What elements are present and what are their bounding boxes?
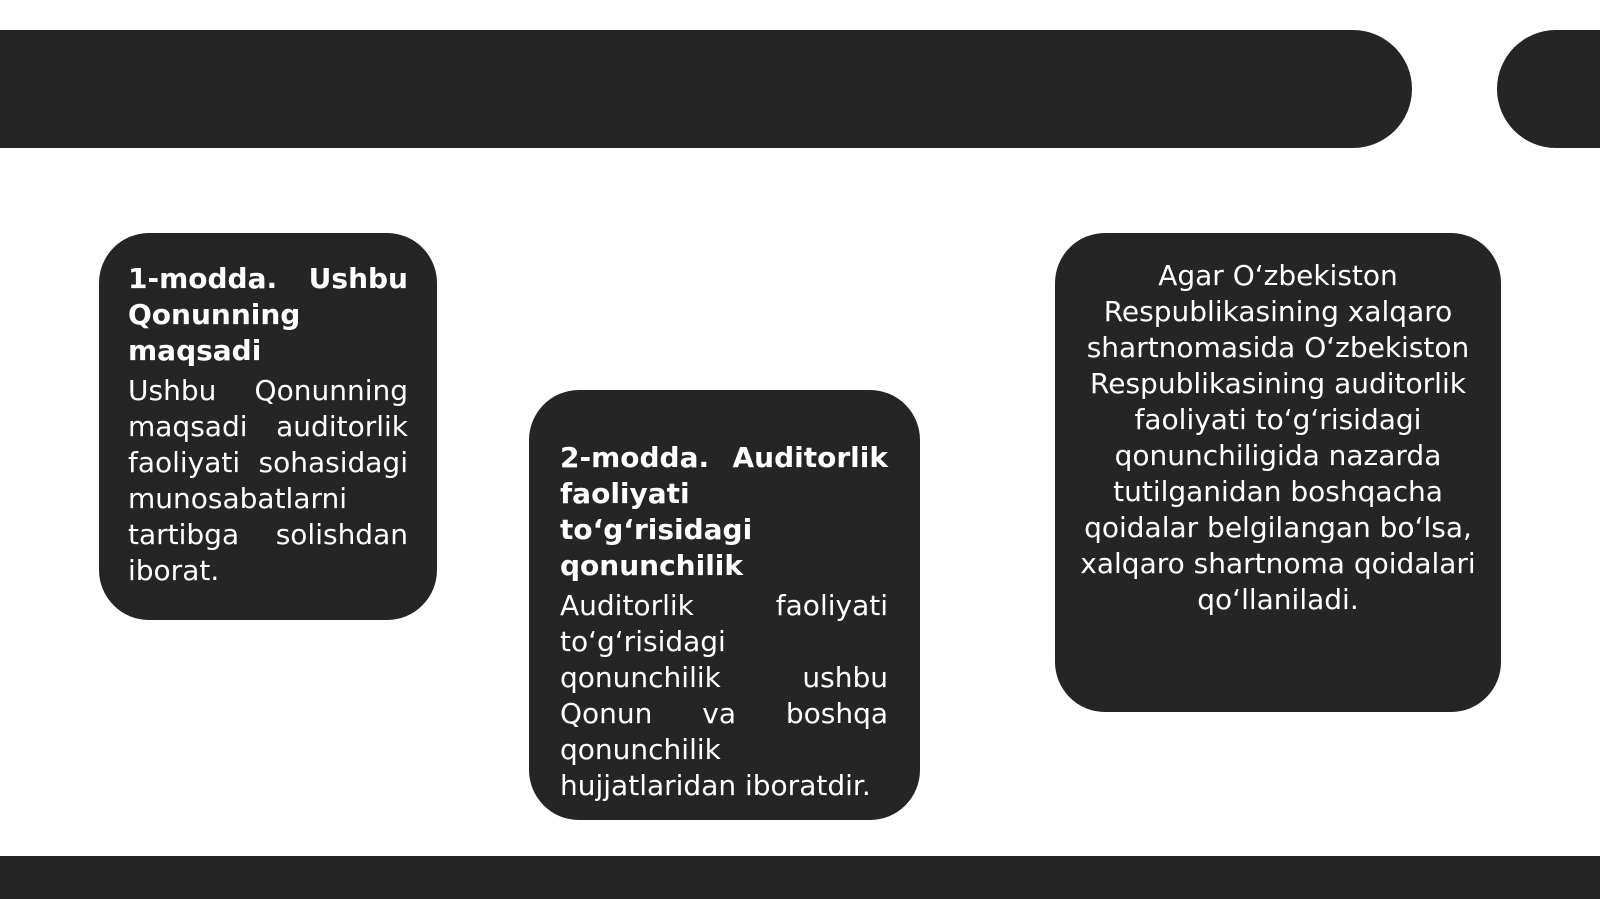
header-bar: [0, 30, 1412, 148]
header-pill-decoration: [1497, 30, 1600, 148]
article-2-body: Auditorlik faoliyati to‘g‘risidagi qonunchilik ushbu Qonun va boshqa qonunchilik hujjatlaridan iboratdir.: [560, 589, 888, 802]
article-2-card: [529, 390, 920, 820]
international-treaty-text: Agar O‘zbekiston Respublikasining xalqaro shartnomasida O‘zbekiston Respublikasining auditorlik faoliyati to‘g‘risidagi qonunchiligida nazarda tutilganidan boshqacha qoidalar belgilangan bo‘lsa, xalqaro shartnoma qoidalari qo‘llaniladi.: [1080, 259, 1476, 616]
article-2-title: 2-modda. Auditorlik faoliyati to‘g‘risidagi qonunchilik: [560, 441, 888, 582]
international-treaty-card: [1055, 233, 1501, 712]
article-1-body: Ushbu Qonunning maqsadi auditorlik faoliyati sohasidagi munosabatlarni tartibga solishdan iborat.: [128, 374, 408, 587]
article-1-card: [99, 233, 437, 620]
article-1-title: 1-modda. Ushbu Qonunning maqsadi: [128, 262, 408, 367]
footer-bar: [0, 856, 1600, 899]
